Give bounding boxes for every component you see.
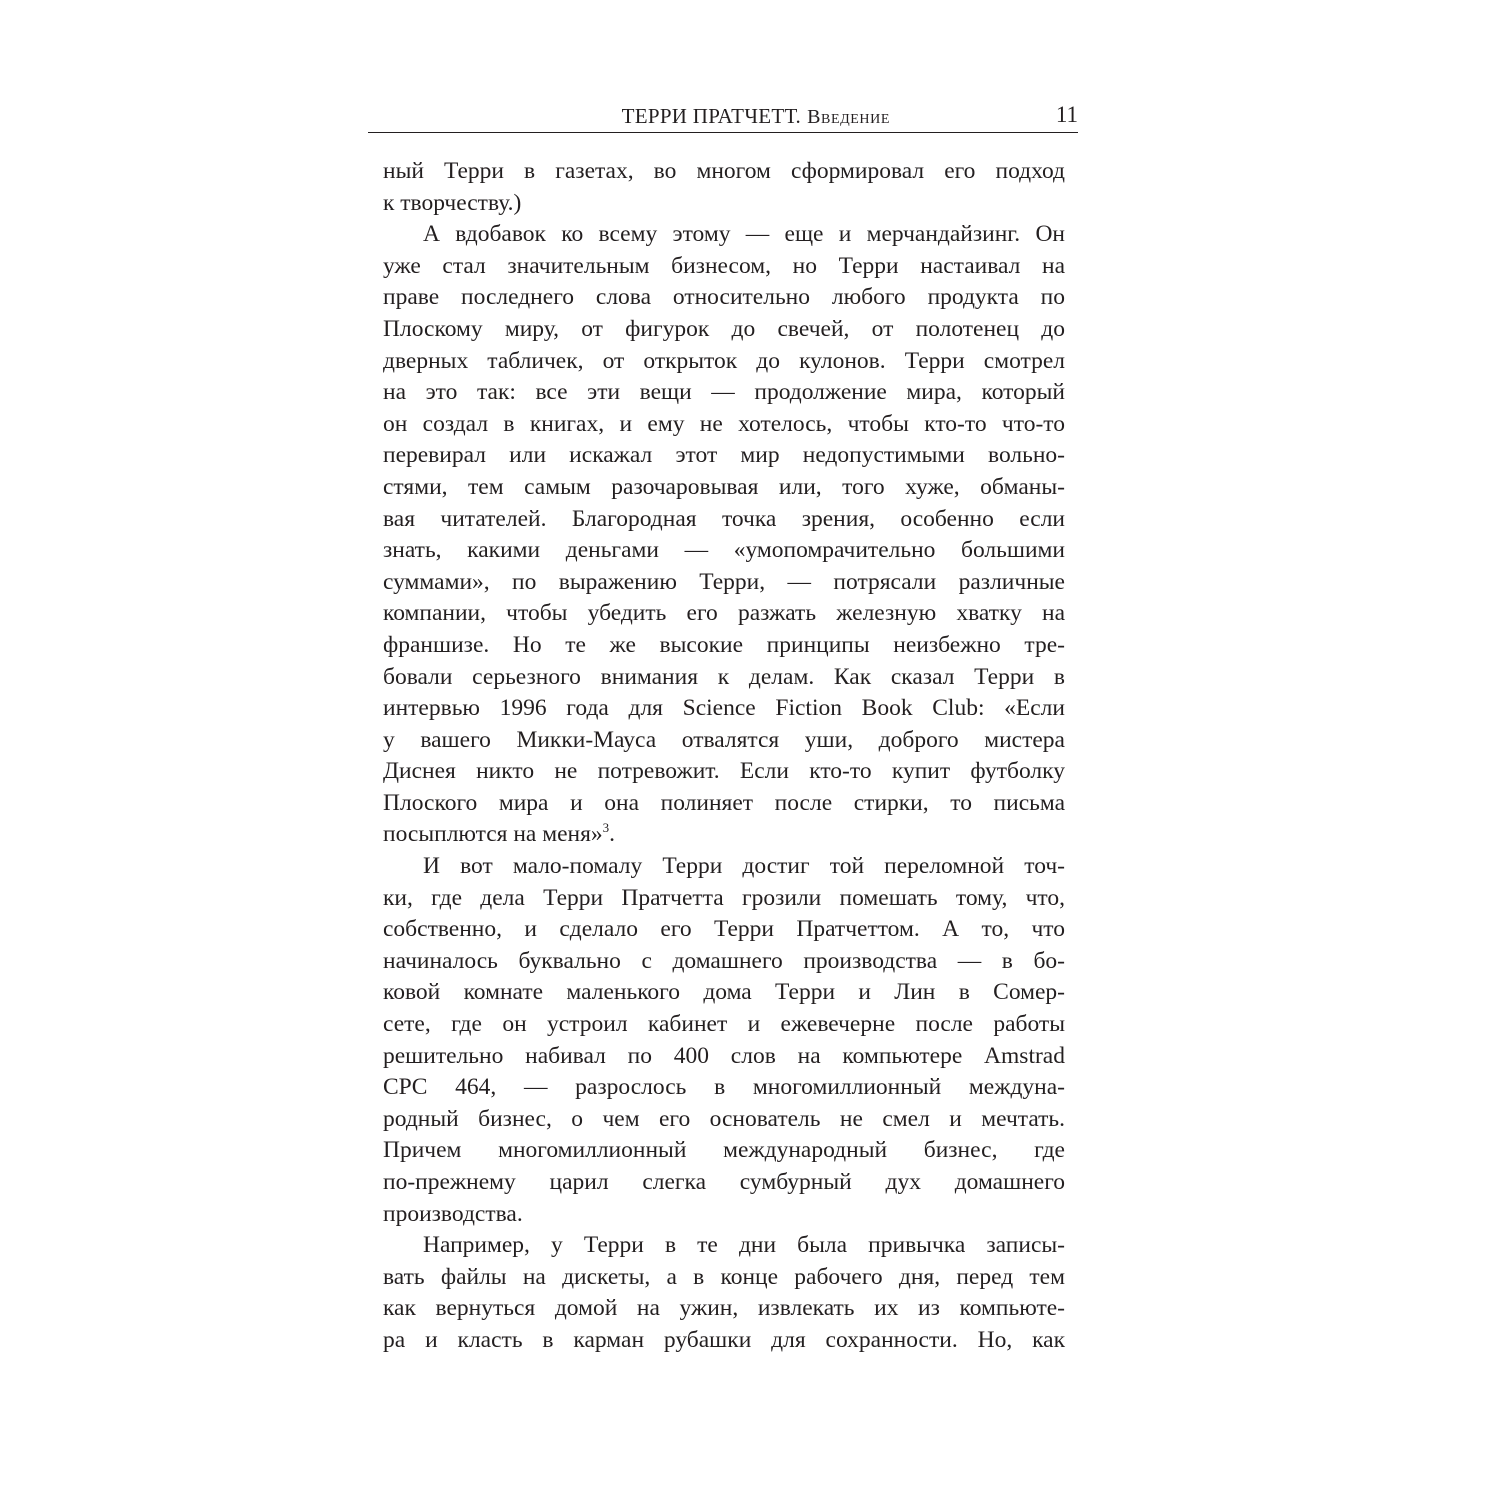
- text-line: франшизе. Но те же высокие принципы неизбежно тре-: [383, 631, 1065, 658]
- text-line: вая читателей. Благородная точка зрения, особенно если: [383, 505, 1065, 532]
- footnote-suffix: .: [609, 821, 616, 848]
- text-line: бовали серьезного внимания к делам. Как сказал Терри в: [383, 663, 1065, 690]
- text-line: стями, тем самым разочаровывая или, того хуже, обманы-: [383, 473, 1065, 500]
- text-line: вать файлы на дискеты, а в конце рабочего дня, перед тем: [383, 1263, 1065, 1290]
- text-line: Диснея никто не потревожит. Если кто-то купит футболку: [383, 758, 1065, 785]
- text-line: он создал в книгах, и ему не хотелось, чтобы кто-то что-то: [383, 410, 1065, 437]
- running-head: [622, 104, 890, 129]
- text-line: родный бизнес, о чем его основатель не смел и мечтать.: [383, 1105, 1065, 1132]
- text-line: А вдобавок ко всему этому — еще и мерчандайзинг. Он: [423, 221, 1065, 248]
- text-line: на это так: все эти вещи — продолжение мира, который: [383, 379, 1065, 406]
- text-line: дверных табличек, от открыток до кулонов. Терри смотрел: [383, 347, 1065, 374]
- text-line: ковой комнате маленького дома Терри и Лин в Сомер-: [383, 979, 1065, 1006]
- text-line: по-прежнему царил слегка сумбурный дух домашнего: [383, 1169, 1065, 1195]
- text-line: И вот мало-помалу Терри достиг той переломной точ-: [423, 853, 1065, 880]
- text-line: посыплются на меня»: [383, 821, 603, 848]
- text-line: CPC 464, — разрослось в многомиллионный междуна-: [383, 1074, 1065, 1101]
- body-text: [383, 156, 1065, 1357]
- text-line: к творчеству.): [383, 189, 522, 216]
- text-line: перевирал или искажал этот мир недопустимыми вольно-: [383, 442, 1065, 469]
- text-line: ра и класть в карман рубашки для сохранности. Но, как: [383, 1326, 1065, 1353]
- text-line: интервью 1996 года для Science Fiction Book Club: «Если: [383, 695, 1065, 722]
- text-line: праве последнего слова относительно любого продукта по: [383, 284, 1065, 311]
- running-head-author: ТЕРРИ ПРАТЧЕТТ.: [621, 104, 802, 128]
- text-line: ный Терри в газетах, во многом сформировал его подход: [383, 158, 1065, 184]
- running-head-section: Введение: [807, 106, 890, 128]
- text-line: начиналось буквально с домашнего производства — в бо-: [383, 947, 1065, 974]
- text-line: сете, где он устроил кабинет и ежевечерне после работы: [383, 1011, 1065, 1038]
- text-line: уже стал значительным бизнесом, но Терри настаивал на: [383, 252, 1065, 279]
- text-line: Плоскому миру, от фигурок до свечей, от полотенец до: [383, 315, 1065, 342]
- text-line: как вернуться домой на ужин, извлекать их из компьюте-: [383, 1295, 1065, 1322]
- text-line: Причем многомиллионный международный бизнес, где: [383, 1137, 1065, 1164]
- text-line: собственно, и сделало его Терри Пратчеттом. А то, что: [383, 916, 1065, 943]
- text-line: решительно набивал по 400 слов на компьютере Amstrad: [383, 1042, 1065, 1069]
- text-line: Плоского мира и она полиняет после стирки, то письма: [383, 789, 1065, 816]
- text-line: компании, чтобы убедить его разжать железную хватку на: [383, 600, 1065, 627]
- text-line: знать, какими деньгами — «умопомрачительно большими: [383, 537, 1065, 564]
- page-header: [368, 100, 1078, 134]
- text-line: у вашего Микки-Мауса отвалятся уши, доброго мистера: [383, 726, 1065, 753]
- text-line: ки, где дела Терри Пратчетта грозили помешать тому, что,: [383, 884, 1065, 911]
- header-divider: [368, 132, 1078, 133]
- text-line: суммами», по выражению Терри, — потрясали различные: [383, 568, 1065, 595]
- footnote-marker[interactable]: 3: [602, 820, 610, 836]
- text-line: Например, у Терри в те дни была привычка записы-: [423, 1232, 1065, 1259]
- text-line: производства.: [383, 1200, 523, 1227]
- page-number: 11: [1055, 102, 1078, 127]
- text-line-with-footnote: [383, 819, 1065, 851]
